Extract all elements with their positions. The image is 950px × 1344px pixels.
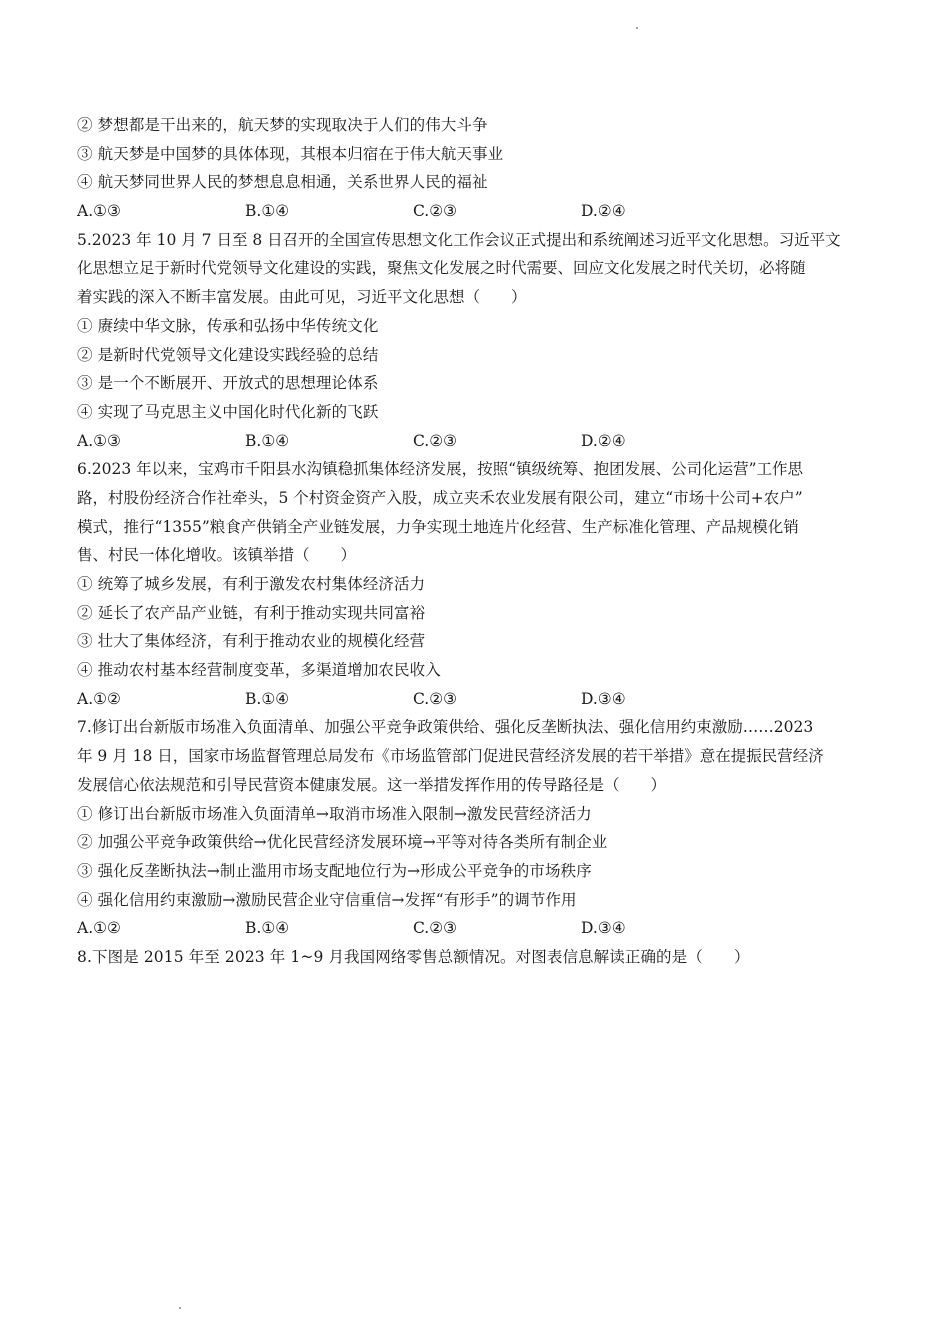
option-line: ② 是新时代党领导文化建设实践经验的总结 [77, 345, 379, 364]
stem-line: 路，村股份经济合作社牵头，5 个村资金资产入股，成立夹禾农业发展有限公司，建立“市场十公司+农户” [77, 488, 803, 507]
choice-c: C.②③ [413, 431, 458, 450]
choice-c: C.②③ [413, 689, 458, 708]
question-stem [77, 713, 877, 799]
choice-d: D.②④ [581, 202, 626, 221]
question-5 [77, 226, 877, 456]
question-6 [77, 455, 877, 713]
option-line: ② 延长了农产品产业链，有利于推动实现共同富裕 [77, 603, 426, 622]
stem-line: 化思想立足于新时代党领导文化建设的实践，聚焦文化发展之时代需要、回应文化发展之时代关切，必将随 [77, 259, 806, 278]
option-line: ① 修订出台新版市场准入负面清单→取消市场准入限制→激发民营经济活力 [77, 804, 592, 823]
option-line: ③ 航天梦是中国梦的具体体现，其根本归宿在于伟大航天事业 [77, 144, 504, 163]
stem-line: 6.2023 年以来，宝鸡市千阳县水沟镇稳抓集体经济发展，按照“镇级统筹、抱团发展、公司化运营”工作思 [77, 460, 804, 479]
choice-d: D.③④ [581, 689, 626, 708]
answer-choices [77, 427, 877, 456]
stem-line: 模式，推行“1355”粮食产供销全产业链发展，力争实现土地连片化经营、生产标准化管理、产品规模化销 [77, 517, 799, 536]
option-line: ② 加强公平竞争政策供给→优化民营经济发展环境→平等对待各类所有制企业 [77, 833, 608, 852]
choice-c: C.②③ [413, 919, 458, 938]
option-line: ① 赓续中华文脉，传承和弘扬中华传统文化 [77, 316, 379, 335]
option-line: ③ 是一个不断展开、开放式的思想理论体系 [77, 374, 379, 393]
choice-d: D.②④ [581, 431, 626, 450]
question-stem: 8.下图是 2015 年至 2023 年 1~9 月我国网络零售总额情况。对图表信息解读正确的是（ ） [77, 947, 750, 966]
stem-line: 5.2023 年 10 月 7 日至 8 日召开的全国宣传思想文化工作会议正式提出和系统阐述习近平文化思想。习近平文 [77, 230, 841, 249]
choice-c: C.②③ [413, 202, 458, 221]
choice-b: B.①④ [245, 202, 290, 221]
option-line: ④ 实现了马克思主义中国化时代化新的飞跃 [77, 402, 379, 421]
answer-choices [77, 197, 877, 226]
stem-line: 7.修订出台新版市场准入负面清单、加强公平竞争政策供给、强化反垄断执法、强化信用约束激励……2023 [77, 718, 814, 737]
stem-line: 着实践的深入不断丰富发展。由此可见，习近平文化思想（ ） [77, 288, 527, 307]
question-stem [77, 455, 877, 570]
page-content [77, 111, 877, 972]
choice-d: D.③④ [581, 919, 626, 938]
stem-line: 发展信心依法规范和引导民营资本健康发展。这一举措发挥作用的传导路径是（ ） [77, 775, 667, 794]
answer-choices [77, 685, 877, 714]
option-line: ③ 强化反垄断执法→制止滥用市场支配地位行为→形成公平竞争的市场秩序 [77, 861, 592, 880]
option-line: ④ 强化信用约束激励→激励民营企业守信重信→发挥“有形手”的调节作用 [77, 890, 577, 909]
scan-mark [636, 27, 638, 29]
choice-a: A.①② [77, 689, 121, 708]
choice-a: A.①③ [77, 431, 121, 450]
question-8 [77, 943, 877, 972]
choice-a: A.①③ [77, 202, 121, 221]
question-7 [77, 713, 877, 943]
question-stem [77, 226, 877, 312]
stem-line: 售、村民一体化增收。该镇举措（ ） [77, 546, 357, 565]
option-line: ④ 航天梦同世界人民的梦想息息相通，关系世界人民的福祉 [77, 173, 488, 192]
scan-mark [179, 1307, 181, 1309]
choice-a: A.①② [77, 919, 121, 938]
option-line: ③ 壮大了集体经济，有利于推动农业的规模化经营 [77, 632, 426, 651]
choice-b: B.①④ [245, 919, 290, 938]
answer-choices [77, 914, 877, 943]
option-line: ① 统筹了城乡发展，有利于激发农村集体经济活力 [77, 575, 426, 593]
stem-line: 年 9 月 18 日，国家市场监督管理总局发布《市场监管部门促进民营经济发展的若干举措》意在提振民营经济 [77, 747, 824, 766]
choice-b: B.①④ [245, 689, 290, 708]
choice-b: B.①④ [245, 431, 290, 450]
option-line: ② 梦想都是干出来的，航天梦的实现取决于人们的伟大斗争 [77, 116, 488, 134]
question-4-tail [77, 111, 877, 226]
option-line: ④ 推动农村基本经营制度变革，多渠道增加农民收入 [77, 661, 441, 680]
